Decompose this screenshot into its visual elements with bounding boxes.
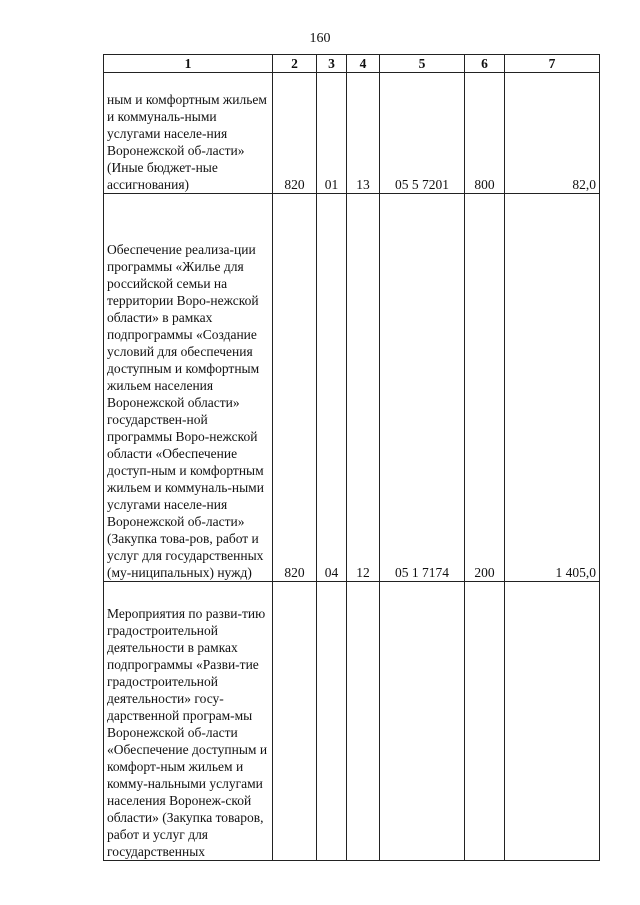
cell-ministry-code: 820 [273,194,317,582]
header-cell-7: 7 [505,55,600,73]
cell-subsection [347,582,380,861]
table-row [104,73,600,194]
cell-section: 04 [317,194,347,582]
budget-table [103,54,600,861]
header-row [104,55,600,73]
header-cell-5: 5 [380,55,465,73]
cell-target-article: 05 1 7174 [380,194,465,582]
table-row [104,582,600,861]
row-description-text: Обеспечение реализа-ции программы «Жилье для российской семьи на территории Воро-нежской области» в рамках подпрограммы «Создание условий для обеспечения доступным и комфортным жильем населения Воронежской области» государствен-ной программы Воро-нежской области «Обеспечение доступ-ным и комфортным жильем и коммуналь-ными услугами населе-ния Воронежской об-ласти» (Закупка това-ров, работ и услуг для государственных (му-ниципальных) нужд) [107,242,264,580]
row-description [104,194,273,582]
row-description-text: ным и комфортным жильем и коммуналь-ными услугами населе-ния Воронежской об-ласти» (Иные бюджет-ные ассигнования) [107,92,267,192]
cell-ministry-code [273,582,317,861]
page-number: 160 [309,31,331,46]
cell-subsection: 12 [347,194,380,582]
cell-amount: 1 405,0 [505,194,600,582]
cell-section: 01 [317,73,347,194]
header-cell-3: 3 [317,55,347,73]
cell-subsection: 13 [347,73,380,194]
cell-target-article: 05 5 7201 [380,73,465,194]
header-cell-1: 1 [104,55,273,73]
cell-section [317,582,347,861]
row-description-text: Мероприятия по разви-тию градостроительной деятельности в рамках подпрограммы «Разви-тие градостроительной деятельности» госу-дарственной програм-мы Воронежской об-ласти «Обеспечение доступным и комфорт-ным жильем и комму-нальными услугами населения Воронеж-ской области» (Закупка товаров, работ и услуг для государственных [107,606,268,859]
cell-expense-type: 200 [465,194,505,582]
header-cell-4: 4 [347,55,380,73]
cell-expense-type [465,582,505,861]
row-description [104,73,273,194]
table-row [104,194,600,582]
cell-target-article [380,582,465,861]
cell-amount [505,582,600,861]
header-cell-6: 6 [465,55,505,73]
cell-ministry-code: 820 [273,73,317,194]
header-cell-2: 2 [273,55,317,73]
cell-amount: 82,0 [505,73,600,194]
row-description [104,582,273,861]
cell-expense-type: 800 [465,73,505,194]
